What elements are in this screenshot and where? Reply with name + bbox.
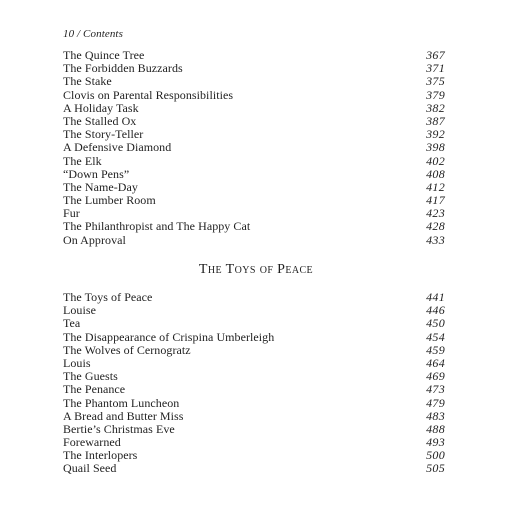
toc-entry-title: The Forbidden Buzzards <box>63 61 183 76</box>
toc-entry-title: The Guests <box>63 369 118 384</box>
toc-entry-page-number: 464 <box>426 355 445 370</box>
toc-entry <box>63 62 445 75</box>
toc-entry-page-number: 408 <box>426 166 445 181</box>
toc-entry-title: On Approval <box>63 232 126 247</box>
toc-entry <box>63 220 445 233</box>
toc-entry-page-number: 433 <box>426 232 445 247</box>
toc-entry-page-number: 469 <box>426 369 445 384</box>
toc-entry-page-number: 505 <box>426 461 445 476</box>
toc-entry-page-number: 371 <box>426 61 445 76</box>
toc-entry-page-number: 450 <box>426 316 445 331</box>
toc-entry-page-number: 412 <box>426 179 445 194</box>
toc-entry-page-number: 382 <box>426 100 445 115</box>
toc-entry-title: “Down Pens” <box>63 166 130 181</box>
toc-entry-page-number: 417 <box>426 193 445 208</box>
toc-entry <box>63 383 445 396</box>
toc-entry-title: A Defensive Diamond <box>63 140 172 155</box>
toc-entry <box>63 397 445 410</box>
toc-entry-title: Bertie’s Christmas Eve <box>63 421 175 436</box>
section-heading: The Toys of Peace <box>198 262 314 277</box>
toc-entry <box>63 344 445 357</box>
toc-entry <box>63 410 445 423</box>
toc-entry-title: A Bread and Butter Miss <box>63 408 184 423</box>
toc-entry-page-number: 402 <box>426 153 445 168</box>
toc-entry-title: Clovis on Parental Responsibilities <box>63 87 234 102</box>
toc-entry <box>63 194 445 207</box>
toc-entry-page-number: 446 <box>426 303 445 318</box>
toc-entry-title: Fur <box>63 206 80 221</box>
toc-entry-title: Tea <box>63 316 81 331</box>
toc-entry <box>63 102 445 115</box>
toc-entry <box>63 75 445 88</box>
toc-list-section-two <box>63 291 445 476</box>
toc-entry-page-number: 441 <box>426 290 445 304</box>
toc-entry-title: The Stake <box>63 74 112 89</box>
toc-entry <box>63 234 445 247</box>
toc-entry-page-number: 500 <box>426 448 445 463</box>
toc-entry-page-number: 387 <box>426 113 445 128</box>
toc-entry <box>63 317 445 330</box>
toc-entry <box>63 89 445 102</box>
toc-entry-page-number: 392 <box>426 127 445 142</box>
toc-entry-title: Louis <box>63 355 91 370</box>
toc-entry-page-number: 454 <box>426 329 445 344</box>
toc-entry-page-number: 367 <box>426 48 445 62</box>
toc-entry-title: The Elk <box>63 153 102 168</box>
toc-entry-title: The Phantom Luncheon <box>63 395 180 410</box>
toc-entry-page-number: 398 <box>426 140 445 155</box>
toc-entry-title: Quail Seed <box>63 461 117 476</box>
toc-entry <box>63 357 445 370</box>
toc-entry-title: The Story-Teller <box>63 127 144 142</box>
toc-entry-page-number: 488 <box>426 421 445 436</box>
toc-entry <box>63 462 445 475</box>
toc-entry-title: The Philanthropist and The Happy Cat <box>63 219 251 234</box>
toc-entry-page-number: 423 <box>426 206 445 221</box>
toc-entry-title: The Wolves of Cernogratz <box>63 342 191 357</box>
toc-entry-title: Louise <box>63 303 96 318</box>
toc-entry-page-number: 493 <box>426 435 445 450</box>
toc-list-section-one <box>63 49 445 247</box>
toc-entry-page-number: 483 <box>426 408 445 423</box>
toc-entry <box>63 331 445 344</box>
toc-entry-page-number: 428 <box>426 219 445 234</box>
toc-entry <box>63 449 445 462</box>
toc-entry-title: The Name-Day <box>63 179 138 194</box>
toc-entry-title: A Holiday Task <box>63 100 139 115</box>
running-head: 10 / Contents <box>63 28 123 40</box>
toc-entry-page-number: 379 <box>426 87 445 102</box>
toc-entry-title: The Stalled Ox <box>63 113 137 128</box>
toc-entry-page-number: 473 <box>426 382 445 397</box>
toc-entry-title: Forewarned <box>63 435 121 450</box>
toc-entry <box>63 141 445 154</box>
toc-entry-title: The Penance <box>63 382 126 397</box>
toc-entry-page-number: 479 <box>426 395 445 410</box>
toc-entry <box>63 291 445 304</box>
toc-entry <box>63 155 445 168</box>
toc-entry <box>63 168 445 181</box>
toc-entry-page-number: 375 <box>426 74 445 89</box>
toc-entry-title: The Toys of Peace <box>63 290 153 304</box>
toc-entry-title: The Interlopers <box>63 448 138 463</box>
toc-entry-title: The Quince Tree <box>63 48 145 62</box>
toc-entry-title: The Lumber Room <box>63 193 156 208</box>
toc-entry <box>63 304 445 317</box>
toc-entry-title: The Disappearance of Crispina Umberleigh <box>63 329 275 344</box>
toc-entry-page-number: 459 <box>426 342 445 357</box>
